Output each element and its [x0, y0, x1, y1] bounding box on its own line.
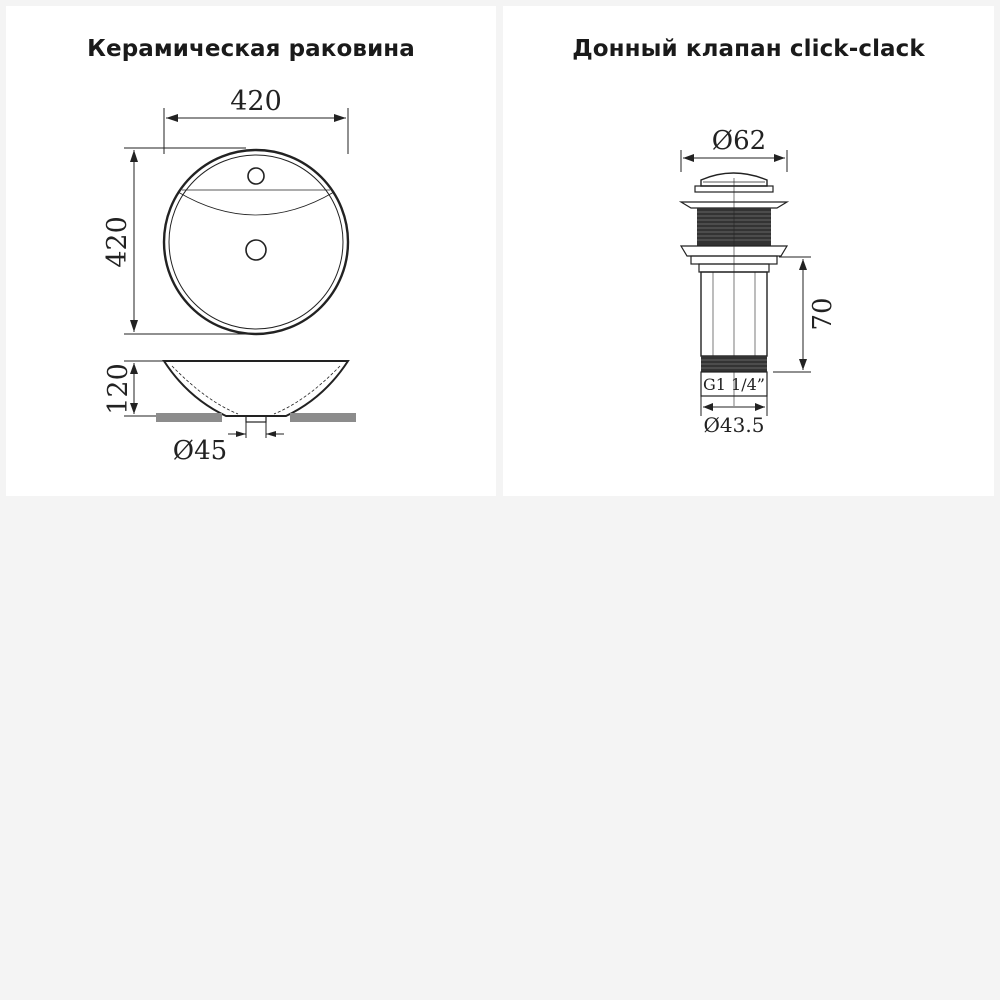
sink-width-dimension — [164, 86, 348, 154]
sink-width-label: 420 — [230, 86, 282, 117]
sink-drawing — [6, 6, 496, 496]
panel-valve — [503, 6, 994, 496]
sink-side-view — [156, 361, 356, 422]
valve-length-label: 70 — [808, 297, 838, 331]
sink-depth-label: 420 — [102, 216, 133, 268]
faucet-hole-icon — [248, 168, 264, 184]
panel-sink — [6, 6, 496, 496]
sink-depth-dimension — [102, 148, 246, 334]
countertop-right — [290, 413, 356, 422]
sink-drain-dimension — [173, 422, 284, 466]
sink-height-label: 120 — [103, 363, 134, 415]
sink-title: Керамическая раковина — [87, 36, 415, 62]
valve-outlet-label: Ø43.5 — [703, 413, 765, 437]
sink-top-view — [164, 150, 348, 334]
valve-drawing — [503, 6, 994, 496]
valve-cap-label: Ø62 — [711, 126, 767, 156]
valve-thread-label: G1 1/4” — [703, 375, 765, 394]
sink-height-dimension — [103, 361, 164, 416]
valve-title: Донный клапан click-clack — [572, 36, 925, 62]
valve-length-dimension — [773, 257, 838, 372]
valve-cap-dimension — [681, 126, 787, 172]
sink-drain-label: Ø45 — [172, 436, 228, 466]
countertop-left — [156, 413, 222, 422]
drain-hole-icon — [246, 240, 266, 260]
valve-body — [681, 173, 787, 406]
